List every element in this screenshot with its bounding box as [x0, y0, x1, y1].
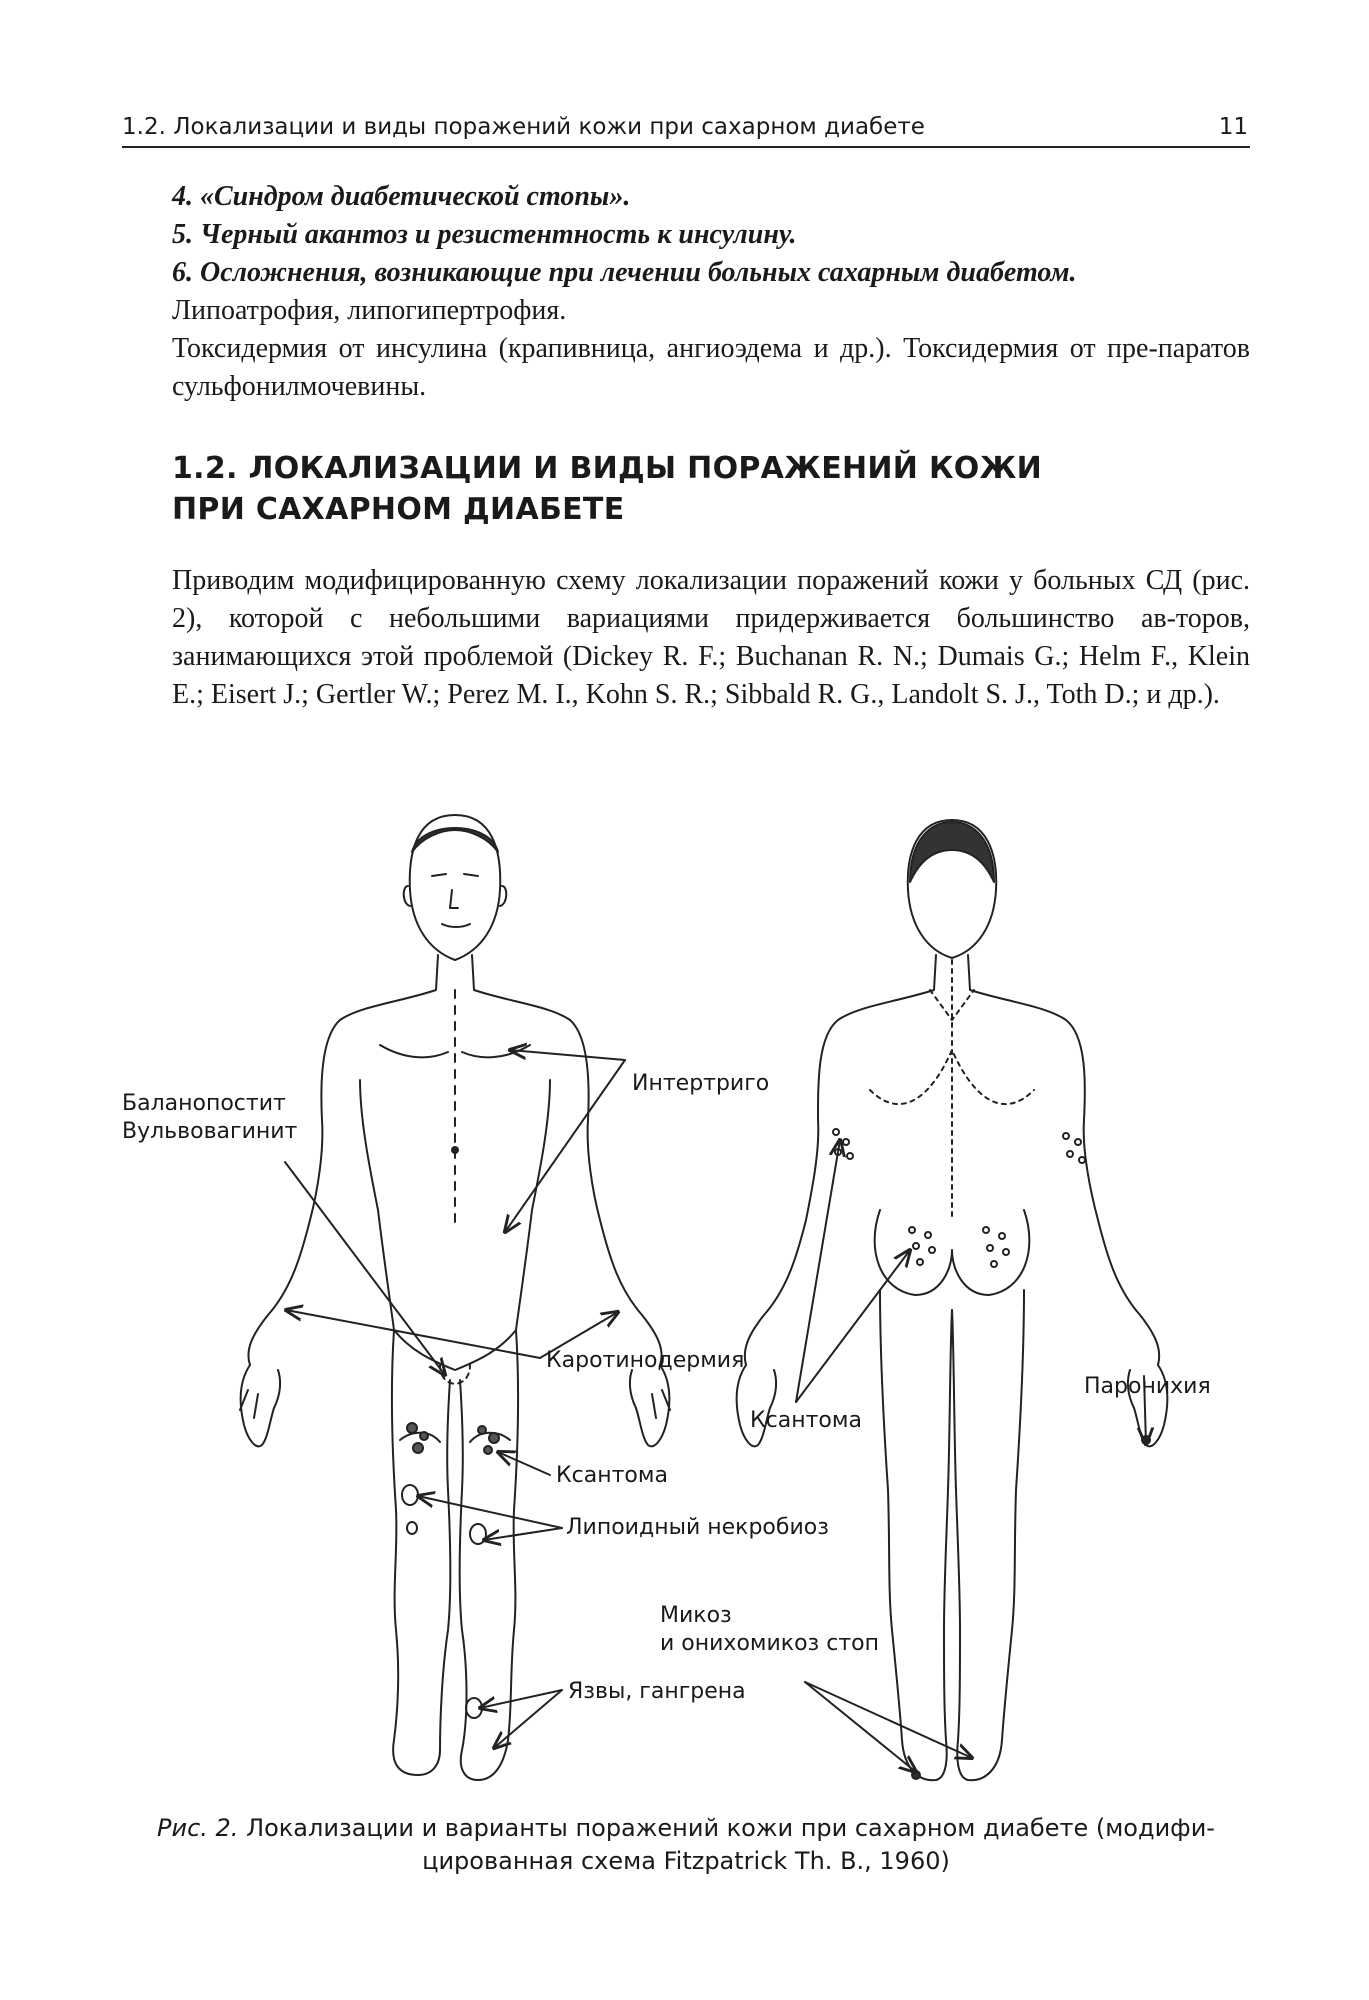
body-diagram-figure [0, 790, 1369, 1790]
front-torso [248, 955, 661, 1365]
label-intertrigo: Интертриго [632, 1071, 770, 1096]
label-mycosis-2: и онихомикоз стоп [660, 1631, 880, 1656]
label-paronychia: Паронихия [1084, 1374, 1211, 1399]
leader-lines [285, 1050, 1146, 1772]
caption-number: Рис. 2. [157, 1814, 239, 1842]
label-mycosis-1: Микоз [660, 1603, 732, 1628]
label-ulcers: Язвы, гангрена [568, 1679, 746, 1704]
list-item-5: 5. Черный акантоз и резистентность к инсулину. [172, 219, 797, 250]
figure-caption [122, 1812, 1250, 1878]
section-heading-line-2: ПРИ САХАРНОМ ДИАБЕТЕ [172, 492, 625, 527]
label-necrobiosis: Липоидный некробиоз [566, 1515, 829, 1540]
front-right-leg [460, 1330, 518, 1780]
label-vulvovaginitis: Вульвовагинит [122, 1119, 298, 1144]
list-item-6-text-2: Токсидермия от инсулина (крапивница, ангиоэдема и др.). Токсидермия от пре-паратов сульфонилмочевины. [172, 333, 1250, 402]
list-item-6-text-1: Липоатрофия, липогипертрофия. [172, 295, 567, 326]
label-carotenoderma: Каротинодермия [546, 1348, 745, 1373]
label-balanoposthitis: Баланопостит [122, 1091, 286, 1116]
list-item-6: 6. Осложнения, возникающие при лечении больных сахарным диабетом. [172, 257, 1077, 288]
complications-list [172, 178, 1250, 406]
section-heading-line-1: 1.2. ЛОКАЛИЗАЦИИ И ВИДЫ ПОРАЖЕНИЙ КОЖИ [172, 451, 1043, 486]
section-heading [172, 448, 1042, 530]
label-xanthoma-front: Ксантома [556, 1463, 668, 1488]
running-head [122, 112, 1250, 148]
label-xanthoma-back: Ксантома [750, 1408, 862, 1433]
caption-text: Локализации и варианты поражений кожи при сахарном диабете (модифи-цированная схема Fitzpatrick Th. B., 1960) [246, 1814, 1215, 1875]
running-head-title: 1.2. Локализации и виды поражений кожи при сахарном диабете [122, 114, 925, 140]
list-item-4: 4. «Синдром диабетической стопы». [172, 181, 631, 212]
front-right-hand [630, 1365, 669, 1446]
front-left-leg [392, 1330, 450, 1775]
front-figure [240, 815, 670, 1780]
page-number: 11 [1218, 114, 1248, 140]
intro-paragraph: Приводим модифицированную схему локализации поражений кожи у больных СД (рис. 2), которой с небольшими вариациями придерживается большинство ав-торов, занимающихся этой проблемой (Dickey R. F.; Buchanan R. N.; Dumais G.; Helm F., Klein E.; Eisert J.; Gertler W.; Perez M. I., Kohn S. R.; Sibbald R. G., Landolt S. J., Toth D.; и др.). [172, 565, 1250, 710]
front-left-hand [241, 1365, 280, 1446]
